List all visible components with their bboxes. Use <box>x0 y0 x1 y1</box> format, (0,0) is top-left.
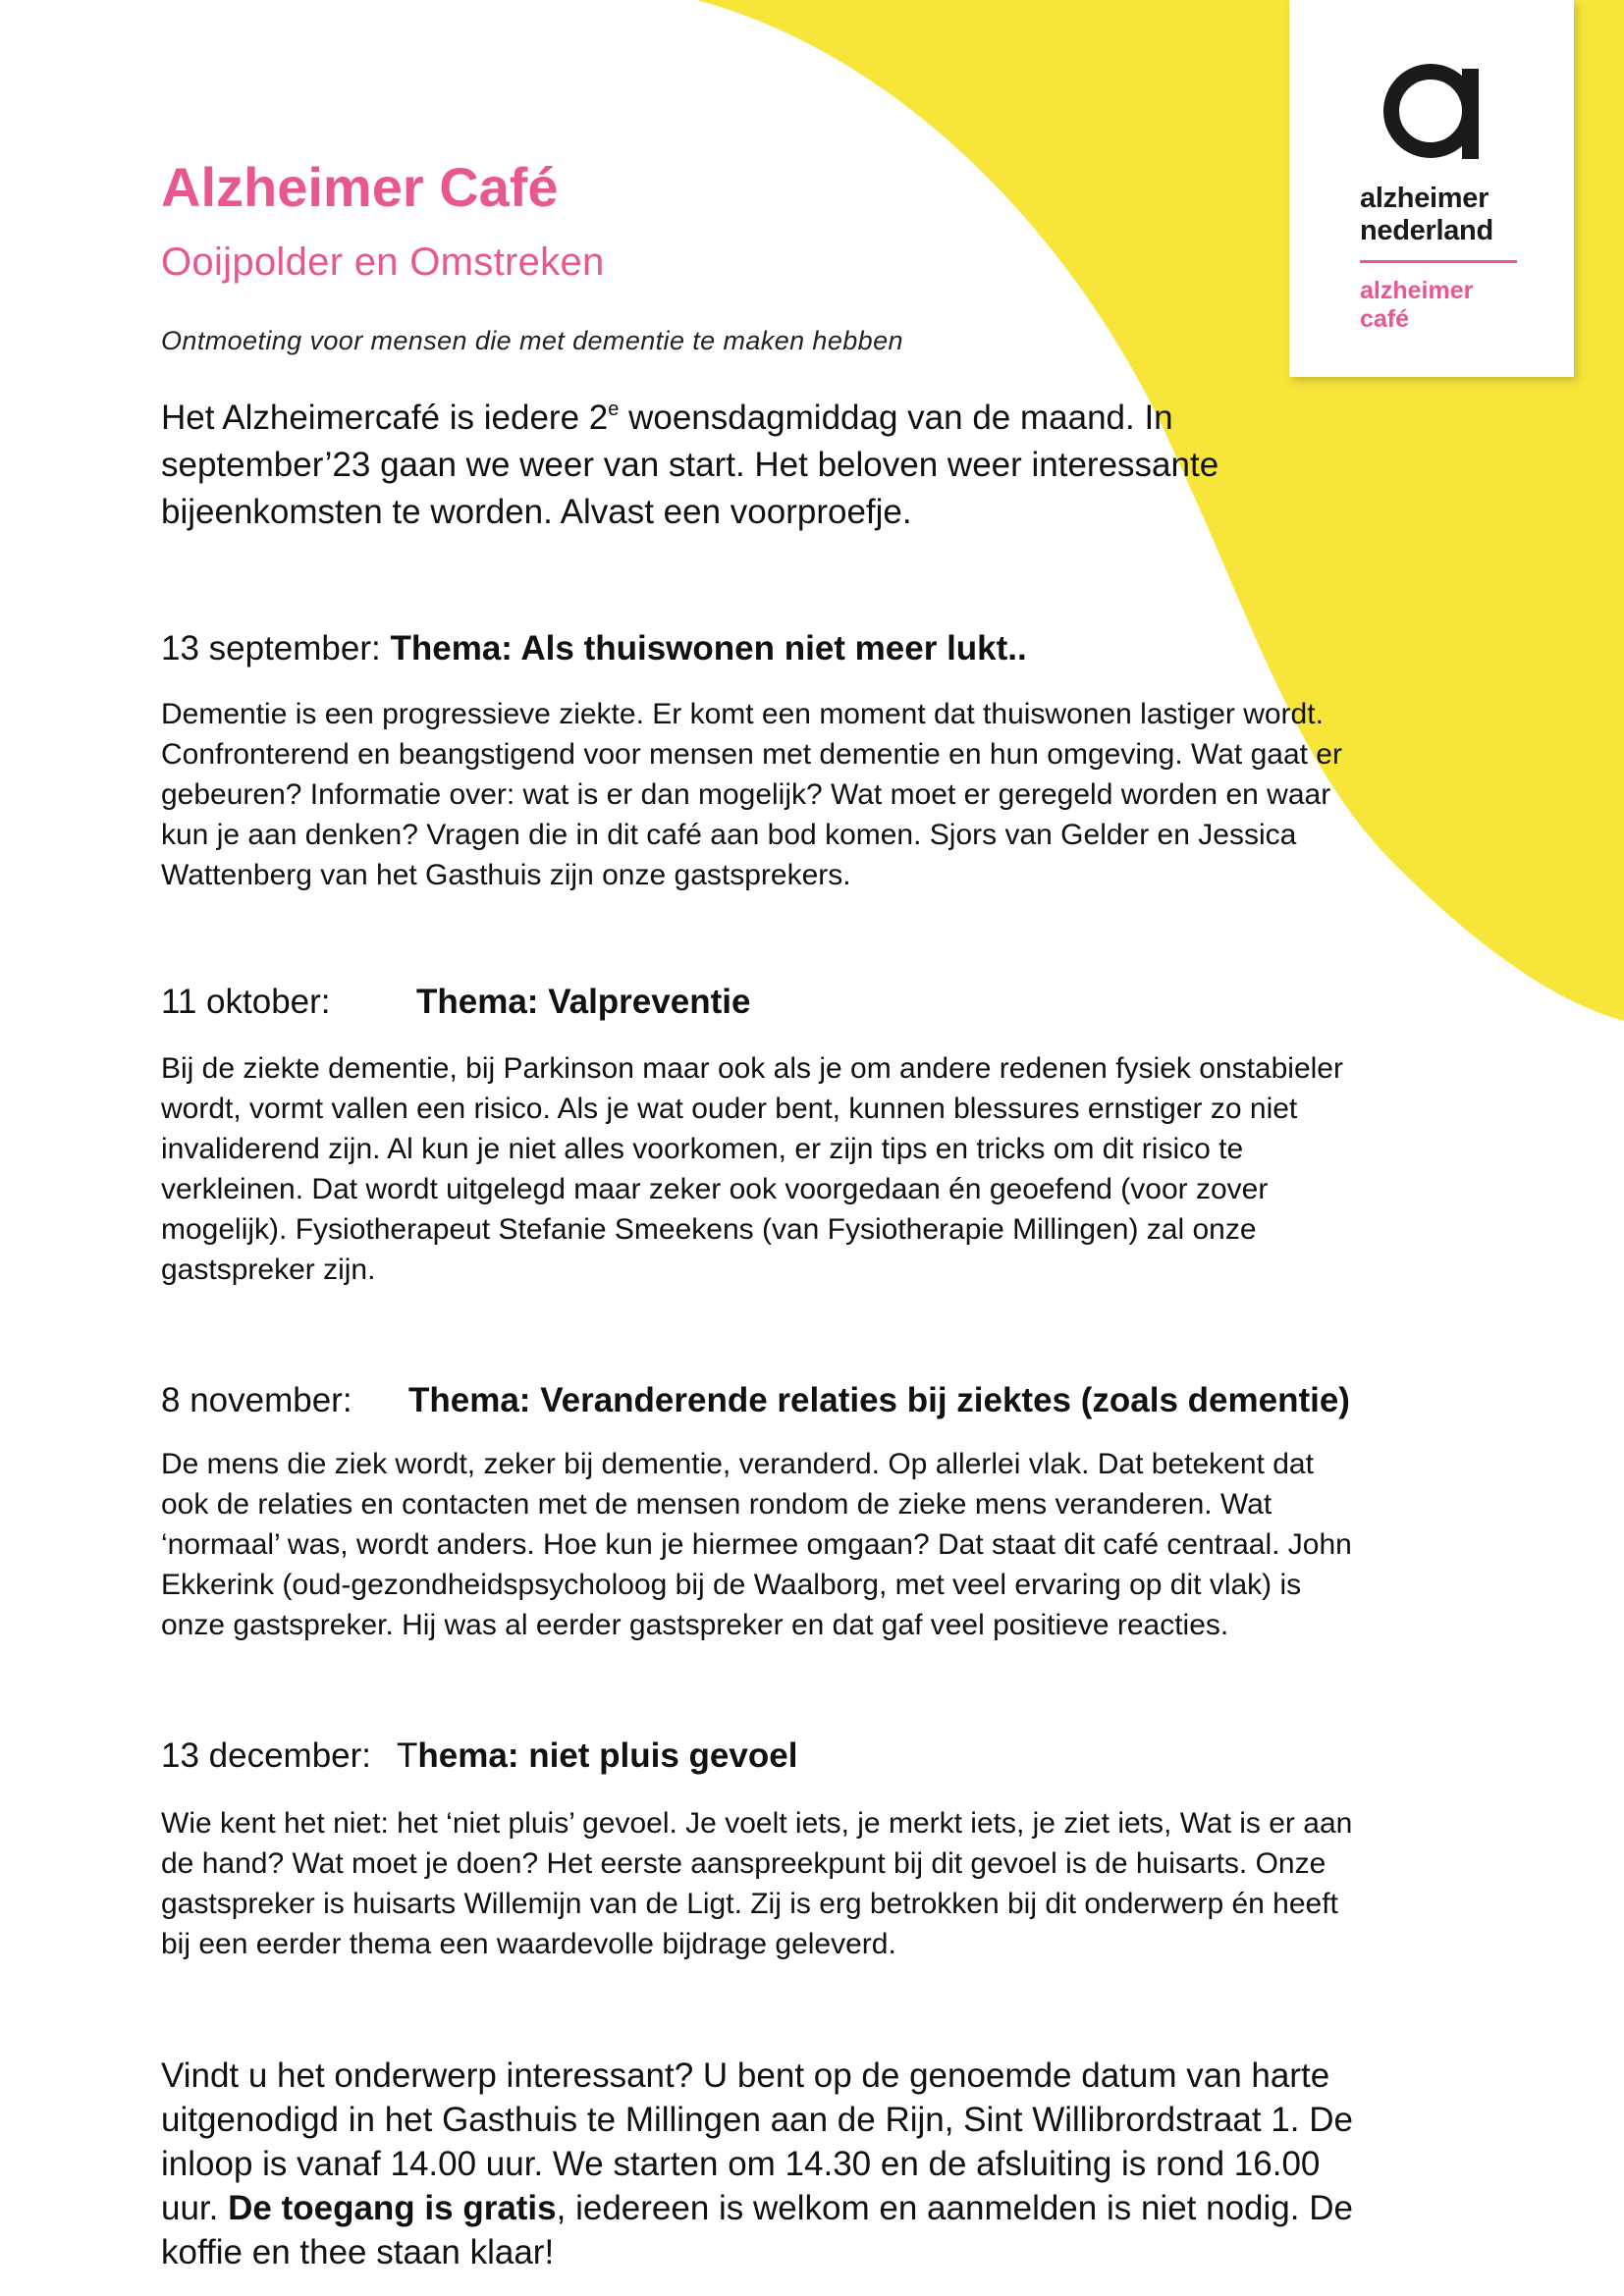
logo-cafe-wordmark <box>1360 277 1473 334</box>
paragraph-line: Wie kent het niet: het ‘niet pluis’ gevoel. Je voelt iets, je merkt iets, je ziet iets, Wat is er aan <box>161 1807 1353 1840</box>
alzheimer-a-logo-icon <box>1381 57 1488 163</box>
intro-line-1 <box>161 395 1218 442</box>
paragraph-line: verkleinen. Dat wordt uitgelegd maar zeker ook voorgedaan én geoefend (voor zover <box>161 1173 1269 1205</box>
paragraph-line: kun je aan denken? Vragen die in dit café aan bod komen. Sjors van Gelder en Jessica <box>161 819 1297 851</box>
paragraph-line: Bij de ziekte dementie, bij Parkinson maar ook als je om andere redenen fysiek onstabieler <box>161 1052 1343 1085</box>
paragraph-line: ook de relaties en contacten met de mensen rondom de zieke mens veranderen. Wat <box>161 1488 1272 1521</box>
event-theme-wrapper <box>397 1735 797 1778</box>
closing-line-4 <box>161 2186 1353 2230</box>
event-date: 11 oktober: <box>161 983 331 1021</box>
paragraph-line: gastspreker zijn. <box>161 1254 376 1286</box>
paragraph-line: onze gastspreker. Hij was al eerder gastspreker en dat gaf veel positieve reacties. <box>161 1609 1229 1641</box>
intro-line-3: bijeenkomsten te worden. Alvast een voorproefje. <box>161 493 912 531</box>
logo-line-nederland: nederland <box>1360 215 1493 246</box>
event-description-november <box>161 1444 1352 1645</box>
paragraph-line: Ekkerink (oud-gezondheidspsycholoog bij de Waalborg, met veel ervaring op dit vlak) is <box>161 1569 1302 1601</box>
event-theme: hema: niet pluis gevoel <box>417 1736 798 1775</box>
intro-superscript: e <box>608 399 620 420</box>
free-entry-notice: De toegang is gratis <box>228 2189 557 2227</box>
closing-line-4-start: uur. <box>161 2189 229 2227</box>
event-heading-november <box>161 1379 1350 1422</box>
intro-paragraph <box>161 395 1218 536</box>
event-description-oktober <box>161 1048 1343 1290</box>
paragraph-line: bij een eerder thema een waardevolle bijdrage geleverd. <box>161 1928 896 1960</box>
closing-line-4-end: , iedereen is welkom en aanmelden is niet nodig. De <box>556 2189 1353 2227</box>
paragraph-line: Wattenberg van het Gasthuis zijn onze gastsprekers. <box>161 859 851 891</box>
closing-line-3: inloop is vanaf 14.00 uur. We starten om 14.30 en de afsluiting is rond 16.00 <box>161 2145 1321 2183</box>
paragraph-line: Confronterend en beangstigend voor mensen met dementie en hun omgeving. Wat gaat er <box>161 738 1342 771</box>
event-theme: Thema: Als thuiswonen niet meer lukt.. <box>390 629 1027 667</box>
paragraph-line: invaliderend zijn. Al kun je niet alles voorkomen, er zijn tips en tricks om dit risico te <box>161 1133 1244 1165</box>
paragraph-line: de hand? Wat moet je doen? Het eerste aanspreekpunt bij dit gevoel is de huisarts. Onze <box>161 1847 1326 1880</box>
event-theme: Thema: Valpreventie <box>416 983 751 1021</box>
event-description-december <box>161 1803 1352 1964</box>
paragraph-line: Dementie is een progressieve ziekte. Er komt een moment dat thuiswonen lastiger wordt. <box>161 698 1324 730</box>
event-heading-september <box>161 627 1027 670</box>
intro-line-1-start: Het Alzheimercafé is iedere 2 <box>161 399 609 437</box>
closing-line-5: koffie en thee staan klaar! <box>161 2233 555 2271</box>
event-date: 13 december: <box>161 1736 372 1775</box>
paragraph-line: gebeuren? Informatie over: wat is er dan mogelijk? Wat moet er geregeld worden en waar <box>161 778 1331 811</box>
paragraph-line: De mens die ziek wordt, zeker bij dementie, veranderd. Op allerlei vlak. Dat betekent dat <box>161 1448 1314 1480</box>
event-theme: Thema: Veranderende relaties bij ziektes (zoals dementie) <box>408 1381 1350 1419</box>
paragraph-line: mogelijk). Fysiotherapeut Stefanie Smeekens (van Fysiotherapie Millingen) zal onze <box>161 1213 1257 1246</box>
page-subtitle: Ooijpolder en Omstreken <box>161 240 605 284</box>
logo-wordmark <box>1360 183 1493 247</box>
event-date: 8 november: <box>161 1381 352 1419</box>
logo-cafe-line-2: café <box>1360 305 1410 333</box>
closing-line-2: uitgenodigd in het Gasthuis te Millingen aan de Rijn, Sint Willibrordstraat 1. De <box>161 2101 1353 2139</box>
logo-line-alzheimer: alzheimer <box>1360 183 1489 214</box>
page-title: Alzheimer Café <box>161 156 559 218</box>
logo-divider <box>1360 260 1517 263</box>
closing-line-1: Vindt u het onderwerp interessant? U bent op de genoemde datum van harte <box>161 2056 1330 2095</box>
event-heading-december <box>161 1735 798 1778</box>
event-theme-first-letter: T <box>397 1736 418 1775</box>
paragraph-line: wordt, vormt vallen een risico. Als je wat ouder bent, kunnen blessures ernstiger zo niet <box>161 1093 1298 1125</box>
paragraph-line: gastspreker is huisarts Willemijn van de Ligt. Zij is erg betrokken bij dit onderwerp én heeft <box>161 1888 1338 1920</box>
event-heading-oktober <box>161 981 751 1024</box>
logo-cafe-line-1: alzheimer <box>1360 277 1474 304</box>
closing-paragraph <box>161 2054 1353 2274</box>
paragraph-line: ‘normaal’ was, wordt anders. Hoe kun je hiermee omgaan? Dat staat dit café centraal. John <box>161 1528 1352 1561</box>
alzheimer-nederland-logo <box>1289 0 1574 377</box>
event-description-september <box>161 694 1342 895</box>
tagline: Ontmoeting voor mensen die met dementie te maken hebben <box>161 326 903 355</box>
intro-line-2: september’23 gaan we weer van start. Het beloven weer interessante <box>161 446 1219 484</box>
event-date: 13 september: <box>161 629 381 667</box>
intro-line-1-end: woensdagmiddag van de maand. In <box>619 399 1173 437</box>
